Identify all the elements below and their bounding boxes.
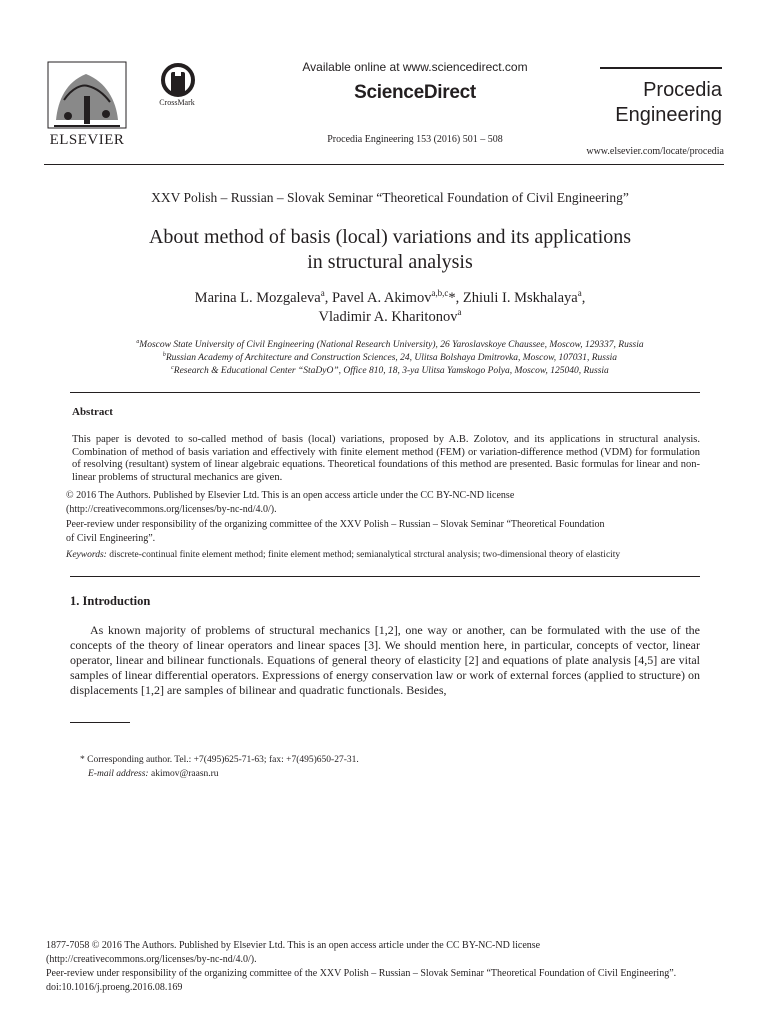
email-footnote [88,769,219,779]
author-affiliation-mark: a,b,c [431,288,449,299]
affiliation-mark: b [162,351,166,358]
corresponding-author-footnote: * Corresponding author. Tel.: +7(495)625-71-63; fax: +7(495)650-27-31. [80,755,359,765]
affiliation [40,366,740,376]
bottom-license-link[interactable]: (http://creativecommons.org/licenses/by-nc-nd/4.0/). [46,954,257,965]
author-affiliation-mark: a [320,288,325,299]
publisher-wordmark: ELSEVIER [49,132,125,148]
author-list-line1 [40,290,740,307]
author-name: Marina L. Mozgaleva [194,290,321,306]
affiliation-text: Russian Academy of Architecture and Construction Sciences, 24, Ulitsa Bolshaya Dmitrovka, Moscow, 107031, Russia [165,353,618,363]
section-body: As known majority of problems of structural mechanics [1,2], one way or another, can be formulated with the use of the concepts of the theory of linear operators and linear spaces [3]. We should mention here, in particular, concepts of vector, linear operator, linear and bilinear functionals. Equations of general theory of elasticity [2] and equations of plate analysis [4,5] are vital samples of linear differential operators. Expressions of energy conservation law or work of external forces (applied to structure) on displacements [1,2] are samples of bilinear and quadratic functionals. Besides, [70,623,700,697]
affiliation-text: Moscow State University of Civil Engineering (National Research University), 26 Yaroslavskoye Chaussee, Moscow, 129337, Russia [139,340,644,350]
author-separator: *, [448,290,463,306]
author-separator: , [581,290,586,306]
section-heading: 1. Introduction [70,594,151,608]
affiliation [40,353,740,363]
seminar-name: XXV Polish – Russian – Slovak Seminar “Theoretical Foundation of Civil Engineering” [151,190,629,205]
article-title-line2: in structural analysis [307,251,473,273]
journal-title-line1: Procedia [643,79,722,101]
affiliation-mark: a [136,338,140,345]
affiliation-mark: c [171,364,174,371]
peer-review-note-line2: of Civil Engineering”. [66,533,156,544]
bottom-peer-review: Peer-review under responsibility of the organizing committee of the XXV Polish – Russian – Slovak Seminar “Theoretical Foundation of Civil Engineering”. [46,968,677,979]
copyright-notice: © 2016 The Authors. Published by Elsevier Ltd. This is an open access article under the CC BY-NC-ND license [66,490,515,501]
keywords-label: Keywords: [66,550,107,560]
available-online-link[interactable]: Available online at www.sciencedirect.com [302,60,528,74]
author-affiliation-mark: a [577,288,582,299]
issn-copyright-line: 1877-7058 © 2016 The Authors. Published by Elsevier Ltd. This is an open access article under the CC BY-NC-ND license [46,940,541,951]
journal-title-line2: Engineering [615,104,722,126]
affiliation-text: Research & Educational Center “StaDyO”, Office 810, 18, 3-ya Ulitsa Yamskogo Polya, Moscow, 125040, Russia [173,366,609,376]
author-affiliation-mark: a [457,307,462,318]
author-name: Vladimir A. Kharitonov [318,309,458,325]
abstract-heading: Abstract [72,406,113,418]
author-name: Pavel A. Akimov [331,290,432,306]
abstract-body: This paper is devoted to so-called method of basis (local) variations, proposed by A.B. Zolotov, and its applications in structural analysis. Combination of method of basis variation and effectively with finite element method (FEM) or variation-difference method (VDM) for formulation of resolving (resultant) system of linear algebraic equations. Theoretical foundations of this method are presented. Basic formulas for linear and non-linear problems of structural mechanics are given. [72,434,700,483]
author-list-line2 [40,309,740,326]
abstract-bottom-rule [70,576,700,577]
author-name: Zhiuli I. Mskhalaya [462,290,578,306]
journal-title-rule [600,67,722,69]
email-address[interactable]: akimov@raasn.ru [150,769,219,779]
header-divider [44,164,724,165]
doi-link[interactable]: doi:10.1016/j.proeng.2016.08.169 [46,982,183,993]
license-link[interactable]: (http://creativecommons.org/licenses/by-nc-nd/4.0/). [66,504,277,515]
abstract-top-rule [70,392,700,393]
author-separator: , [324,290,332,306]
keywords-text: discrete-continual finite element method; finite element method; semianalytical strctural analysis; two-dimensional theory of elasticity [109,550,621,560]
email-label: E-mail address: [88,769,149,779]
journal-url-link[interactable]: www.elsevier.com/locate/procedia [586,146,724,157]
footnote-rule [70,722,130,723]
affiliation [40,340,740,350]
sciencedirect-logo[interactable]: ScienceDirect [354,82,476,103]
keywords [66,550,706,560]
article-title-line1: About method of basis (local) variations and its applications [148,226,632,248]
crossmark-label: CrossMark [159,98,195,107]
peer-review-note-line1: Peer-review under responsibility of the organizing committee of the XXV Polish – Russian – Slovak Seminar “Theoretical Foundation [66,519,605,530]
journal-citation: Procedia Engineering 153 (2016) 501 – 508 [327,134,503,145]
